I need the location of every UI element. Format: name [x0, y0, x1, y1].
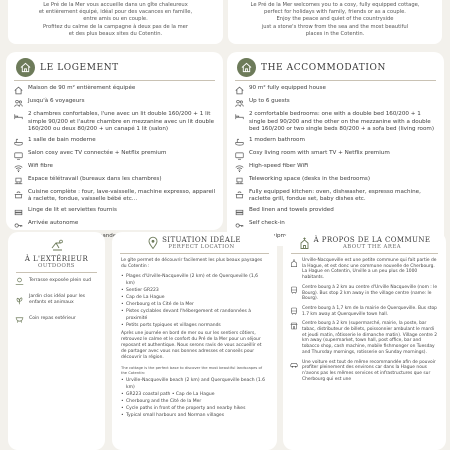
feature-item: [14, 85, 215, 95]
house-badge-icon: [16, 58, 35, 77]
place-item: • Petits ports typiques et villages normands: [126, 322, 268, 329]
feature-text: 2 chambres confortables, l'une avec un lit double 160/200 + 1 lit simple 90/200 et l'autre chambre en mezzanine avec un lit double 160/200 ou deux 80/200 + un canapé 1 lit (salon): [28, 111, 215, 132]
wifi-icon: [235, 164, 244, 173]
kitchen-icon: [14, 190, 23, 199]
feature-item: [235, 220, 436, 230]
feature-item: [235, 85, 436, 95]
feature-text: Up to 6 guests: [249, 98, 290, 104]
feature-text: 1 salle de bain moderne: [28, 136, 96, 143]
intro-fr-line: entre amis ou en couple.: [83, 16, 148, 23]
feature-item: [14, 111, 215, 134]
divider: [291, 253, 438, 254]
commune-text: Une voiture est tout de même recommandée afin de pouvoir profiter pleinement des environs car dans la Hague nous n'avons pas les mêmes services et infrastructures que sur Cherbourg qui est une: [302, 359, 436, 382]
intro-fr-line: et des plus beaux sites du Cotentin.: [68, 30, 163, 37]
place-item: • Cherbourg and the Cité de la Mer: [126, 398, 268, 405]
terrace-icon: [15, 277, 24, 286]
place-item: • GR223 coastal path • Cap de La Hague: [126, 391, 268, 398]
logement-title: LE LOGEMENT: [40, 62, 119, 73]
feature-text: 90 m² fully equipped house: [249, 85, 326, 91]
linen-icon: [235, 208, 244, 217]
people-icon: [235, 99, 244, 108]
bed-icon: [235, 112, 244, 121]
intro-en-line: perfect for holidays with family, friends or as a couple.: [264, 9, 406, 16]
bbq-icon: [15, 314, 24, 323]
feature-item: [14, 163, 215, 173]
feature-item: [14, 98, 215, 108]
place-item: • Cycle paths in front of the property and nearby hikes: [126, 405, 268, 412]
house-icon: [235, 86, 244, 95]
commune-card: [283, 232, 446, 450]
divider: [235, 80, 436, 81]
feature-text: Self check-in: [249, 219, 285, 226]
place-item: • Typical small harbours and Norman villages: [126, 412, 268, 419]
bed-icon: [14, 112, 23, 121]
intro-fr-line: Le Pré de la Mer vous accueille dans un gîte chaleureux: [43, 2, 188, 8]
exterieur-card: [8, 232, 105, 450]
bus-icon: [290, 307, 298, 315]
bath-icon: [14, 138, 23, 147]
intro-en-line: just a stone's throw from the sea and the most beautiful: [261, 23, 409, 30]
garden-icon: [15, 296, 24, 305]
situation-intro: Le gîte permet de découvrir facilement les plus beaux paysages du Cotentin :: [121, 258, 263, 269]
commune-title: À PROPOS DE LA COMMUNE: [313, 236, 431, 244]
place-item: • Plages d'Urville-Nacqueville (2 km) et de Querqueville (1,6 km): [126, 273, 268, 287]
accommodation-header: [227, 52, 444, 79]
feature-item: [14, 150, 215, 160]
commune-text: Centre bourg à 2 km au centre d'Urville Nacqueville (nom : le Bourg). Bus stop 2 km away in the village centre (name: le Bourg).: [302, 284, 438, 302]
place-item: • Cap de La Hague: [126, 294, 268, 301]
church-icon: [299, 237, 310, 249]
house-badge-icon: [237, 58, 256, 77]
feature-item: [235, 111, 436, 134]
situation-header: [112, 232, 277, 250]
feature-item: [14, 220, 215, 230]
commune-item: [283, 285, 446, 302]
people-icon: [14, 99, 23, 108]
situation-card: [112, 232, 277, 450]
outdoor-text: Coin repas extérieur: [29, 315, 76, 321]
feature-text: Bed linen and towels provided: [249, 206, 334, 213]
exterieur-subtitle: OUTDOORS: [38, 263, 75, 269]
car-icon: [290, 361, 298, 369]
commune-text: Centre bourg à 1,7 km de la mairie de Querqueville. Bus stop 1.7 km away at Querqueville town hall.: [302, 305, 437, 317]
commune-text: Centre bourg à 2 km (supermarché, mairie, la poste, bar tabac, distributeur de billets, poissonnier ambulant le mardi et jeudi matin, rôtisserie le dimanche matin). Village centre 2 km away (supermarket, town hall, post office, bar and tobacco shop, cash machine, mobile fishmonger on Tuesday and Thursday mornings, rotisserie on Sunday mornings).: [302, 321, 438, 355]
feature-item: [235, 189, 436, 204]
situation-title: SITUATION IDÉALE: [162, 236, 241, 244]
feature-item: [235, 207, 436, 217]
tv-icon: [235, 151, 244, 160]
divider: [16, 272, 97, 273]
kitchen-icon: [235, 190, 244, 199]
feature-text: Fully equipped kitchen: oven, dishwasher, espresso machine, raclette grill, fondue set, baby dishes etc.: [249, 188, 421, 202]
place-item: • Urville-Nacqueville beach (2 km) and Querqueville beach (1.6 km): [126, 377, 268, 391]
feature-item: [14, 137, 215, 147]
situation-en-places: [112, 376, 277, 421]
divider: [14, 80, 215, 81]
feature-text: equipment: [264, 232, 296, 239]
exterieur-list: [8, 277, 105, 323]
accommodation-title: THE ACCOMMODATION: [261, 62, 386, 73]
church-icon: [290, 259, 298, 267]
feature-text: Espace télétravail (bureaux dans les chambres): [28, 175, 162, 182]
feature-text: Jusqu'à 6 voyageurs: [28, 98, 85, 104]
linen-icon: [14, 208, 23, 217]
logement-card: [6, 52, 223, 230]
feature-text: Maison de 90 m² entièrement équipée: [28, 85, 136, 91]
commune-item: [283, 306, 446, 317]
intro-en-line: Le Pré de la Mer welcomes you to a cosy, fully equipped cottage,: [250, 2, 420, 8]
outdoor-item: [8, 294, 105, 306]
wifi-icon: [14, 164, 23, 173]
exterieur-title: À L'EXTÉRIEUR: [24, 255, 89, 263]
commune-item: [283, 258, 446, 281]
outdoor-item: [8, 314, 105, 323]
logement-feature-list: [6, 85, 223, 243]
desk-icon: [14, 177, 23, 186]
feature-text: Salon cosy avec TV connectée + Netflix premium: [28, 149, 167, 156]
feature-item: [235, 98, 436, 108]
feature-item: [14, 176, 215, 186]
desk-icon: [235, 177, 244, 186]
feature-text: Cosy living room with smart TV + Netflix premium: [249, 149, 390, 156]
house-icon: [14, 86, 23, 95]
feature-text: 2 comfortable bedrooms: one with a double bed 160/200 + 1 single bed 90/200 and the other on the mezzanine with a double bed 160/200 or two single beds 80/200 + a sofa bed (living room): [249, 111, 435, 132]
feature-text: 1 modern bathroom: [249, 136, 305, 143]
lounger-icon: [50, 239, 64, 251]
outdoor-item: [8, 277, 105, 286]
situation-places: [112, 270, 277, 331]
outdoor-text: Jardin clos idéal pour les enfants et animaux: [29, 294, 86, 306]
commune-header: [283, 232, 446, 250]
situation-subtitle: PERFECT LOCATION: [168, 244, 235, 250]
bus-icon: [290, 286, 298, 294]
intro-fr-line: Profitez du calme de la campagne à deux pas de la mer: [43, 23, 188, 30]
feature-item: [235, 150, 436, 160]
feature-text: High-speed fiber WiFi: [249, 162, 309, 169]
feature-item: [14, 207, 215, 217]
commune-subtitle: ABOUT THE AREA: [342, 244, 402, 250]
intro-en-line: Enjoy the peace and quiet of the countryside: [276, 16, 394, 23]
shop-icon: [290, 322, 298, 330]
feature-item: [14, 189, 215, 204]
intro-fr-line: et entièrement équipé, idéal pour des vacances en famille,: [38, 9, 193, 16]
outdoor-text: Terrasse exposée plein sud: [29, 278, 92, 284]
accommodation-card: [227, 52, 444, 246]
key-icon: [235, 221, 244, 230]
place-item: • Sentier GR223: [126, 287, 268, 294]
commune-item: [283, 321, 446, 355]
bath-icon: [235, 138, 244, 147]
situation-outro: Après une journée en bord de mer ou sur les sentiers côtiers, retrouvez le calme et le confort du Pré de la Mer pour un séjour reposant et authentique. Nous serons ravis de vous accueillir et de partager avec vous nos bonnes adresses et conseils pour découvrir la région.: [121, 331, 262, 360]
feature-item: [235, 137, 436, 147]
feature-item: [235, 176, 436, 186]
commune-item: [283, 360, 446, 383]
intro-en-panel: [228, 0, 442, 44]
intro-en-line: places in the Cotentin.: [305, 30, 365, 37]
logement-header: [6, 52, 223, 79]
feature-text: Wifi fibre: [28, 162, 53, 169]
feature-item: [235, 163, 436, 173]
feature-text: Teleworking space (desks in the bedrooms): [249, 175, 371, 182]
intro-fr-panel: [8, 0, 223, 44]
feature-text: Linge de lit et serviettes fournis: [28, 206, 117, 213]
situation-en-intro: The cottage is the perfect base to discover the most beautiful landscapes of the Cotentin:: [121, 366, 263, 376]
place-item: • Pistes cyclables devant l'hébergement et randonnées à proximité: [126, 308, 268, 322]
key-icon: [14, 221, 23, 230]
feature-text: Arrivée autonome: [28, 219, 79, 226]
tv-icon: [14, 151, 23, 160]
accommodation-feature-list: [227, 85, 444, 243]
feature-text: Cuisine complète : four, lave-vaisselle, machine expresso, appareil à raclette, fondue, vaisselle bébé etc...: [28, 188, 215, 202]
commune-list: [283, 258, 446, 382]
divider: [120, 253, 269, 254]
exterieur-header: [8, 232, 105, 269]
commune-text: Urville-Nacqueville est une petite commune qui fait partie de la Hague, et est donc une commune nouvelle de Cherbourg. La Hague en Cotentin, Urville a un peu plus de 1000 habitants.: [302, 258, 437, 281]
place-item: • Cherbourg et la Cité de la Mer: [126, 301, 268, 308]
map-pin-icon: [148, 237, 158, 249]
